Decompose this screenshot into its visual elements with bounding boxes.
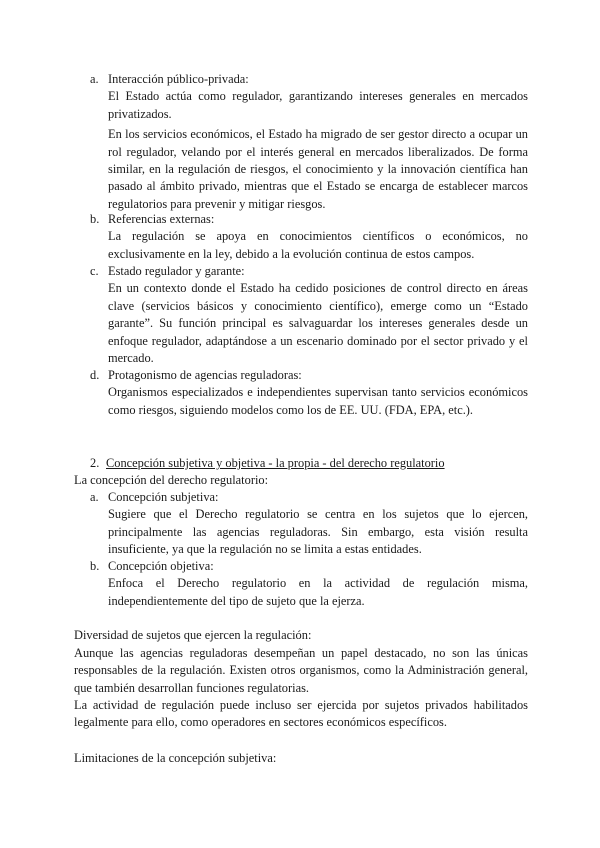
section-title: Concepción subjetiva y objetiva - la propia - del derecho regulatorio <box>106 456 445 470</box>
list-marker: a. <box>90 490 99 504</box>
list-item-paragraph: El Estado actúa como regulador, garantizando intereses generales en mercados privatizados. <box>108 89 528 121</box>
diversity-heading: Diversidad de sujetos que ejercen la regulación: <box>74 628 312 642</box>
list-item-heading: Estado regulador y garante: <box>108 264 245 278</box>
section-intro: La concepción del derecho regulatorio: <box>74 473 269 487</box>
list-marker: d. <box>90 368 100 382</box>
diversity-paragraph: Aunque las agencias reguladoras desempeñan un papel destacado, no son las únicas responsables de la regulación. Existen otros organismos, como la Administración general, que también desarrollan funciones regulatorias. <box>74 646 528 695</box>
list-item-subjetiva <box>90 489 528 559</box>
list-item-paragraph: Enfoca el Derecho regulatorio en la actividad de regulación misma, independientemente del tipo de sujeto que la ejerza. <box>108 576 528 608</box>
list-item-referencias <box>90 211 528 263</box>
list-item-heading: Concepción subjetiva: <box>108 490 219 504</box>
list-item-interaccion <box>90 71 528 213</box>
section-number: 2. <box>90 456 100 470</box>
list-item-heading: Referencias externas: <box>108 212 215 226</box>
list-item-heading: Interacción público-privada: <box>108 72 249 86</box>
list-item-heading: Protagonismo de agencias reguladoras: <box>108 368 302 382</box>
limitations-heading: Limitaciones de la concepción subjetiva: <box>74 751 277 765</box>
list-marker: a. <box>90 72 99 86</box>
list-item-paragraph: La regulación se apoya en conocimientos científicos o económicos, no exclusivamente en la ley, debido a la evolución continua de estos campos. <box>108 229 528 261</box>
list-item-estado-garante <box>90 263 528 367</box>
diversity-paragraph: La actividad de regulación puede incluso ser ejercida por sujetos privados habilitados legalmente para ello, como operadores en sectores económicos específicos. <box>74 698 528 730</box>
list-marker: c. <box>90 264 99 278</box>
list-item-paragraph: En un contexto donde el Estado ha cedido posiciones de control directo en áreas clave (servicios básicos y conocimiento científico), emerge como un “Estado garante”. Su función principal es salvaguardar los intereses generales desde un enfoque regulador, adaptándose a un escenario dominado por el sector privado y el mercado. <box>108 281 528 366</box>
list-item-paragraph: En los servicios económicos, el Estado ha migrado de ser gestor directo a ocupar un rol regulador, velando por el interés general en mercados liberalizados. De forma similar, en la regulación de riesgos, el conocimiento y la innovación científica han pasado al ámbito privado, mientras que el Estado se encarga de establecer marcos regulatorios para prevenir y mitigar riesgos. <box>108 127 528 211</box>
list-item-agencias <box>90 367 528 419</box>
list-item-paragraph: Sugiere que el Derecho regulatorio se centra en los sujetos que lo ejercen, principalmente las agencias reguladoras. Sin embargo, esta visión resulta insuficiente, ya que la regulación no se limita a estas entidades. <box>108 507 528 557</box>
list-item-objetiva <box>90 558 528 610</box>
list-item-heading: Concepción objetiva: <box>108 559 214 573</box>
list-marker: b. <box>90 559 100 573</box>
list-marker: b. <box>90 212 100 226</box>
list-item-paragraph: Organismos especializados e independientes supervisan tanto servicios económicos como riesgos, siguiendo modelos como los de EE. UU. (FDA, EPA, etc.). <box>108 385 528 417</box>
